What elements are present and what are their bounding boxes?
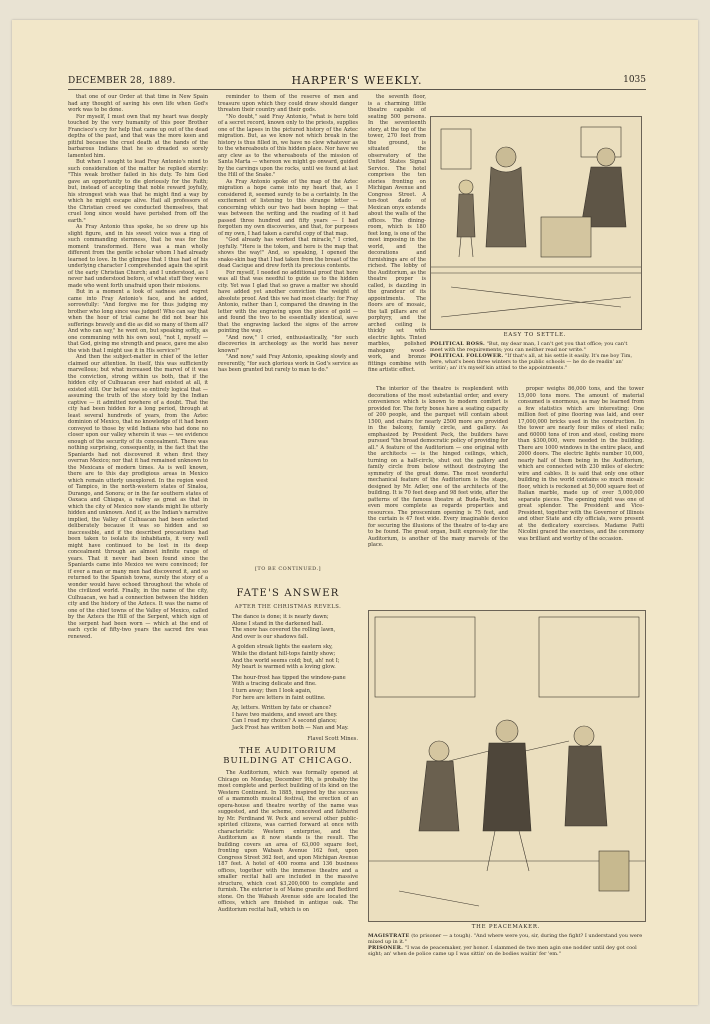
caption-dialogue: [430, 341, 640, 371]
poem-line: While the distant hill-tops faintly show;: [232, 650, 336, 657]
poem-line: The dance is done; it is nearly dawn;: [232, 614, 329, 620]
poem-line: And over is our shadows fall.: [232, 633, 309, 640]
article-column-3: [368, 386, 508, 604]
page-header: [68, 74, 646, 88]
story-paragraph: As Fray Antonio thus spoke, he so drew up his slight figure, and in his sweet voice was a ring of such commanding sternness, that he was for the moment transformed. Here was a man wholly different from the gentle scholar whom I had already learned to love. In the glimpse that I thus had of his underlying character I comprehended again the spirit of the early Christian Church; and I understood, as I never had understood before, of what stuff they were made who went forth unafraid upon their missions.: [68, 224, 208, 289]
story-paragraph: reminder to them of the reserve of men and treasure upon which they could draw should danger threaten their country and their gods.: [218, 94, 358, 113]
story-paragraph: As Fray Antonio spoke of the map of the Aztec migration a hope came into my heart that, as I considered it, seemed surely to be a certainty. In the excitement of listening to this strange letter — concerning which our two had been hoping — that was between the writing and the reading of it had passed three hundred and fifty years — I had forgotten my own discoveries, and that, for purposes of my own, I had taken a careful copy of that map.: [218, 178, 358, 237]
caption-title: THE PEACEMAKER.: [471, 924, 541, 930]
story-paragraph: But when I sought to lead Fray Antonio's mind to such consideration of the matter he replied sternly: "This weak brother failed in his duty. To him God gave an opportunity to die gloriously for the Faith; but, instead of accepting that noble reward joyfully, his strongest wish was that he might find a way by which he might escape alive. Hail all professors of the Christian creed we conducted themselves, that cruel long since would have perished from off the earth.": [68, 159, 208, 224]
poem-line: The snow has covered the rolling lawn,: [232, 627, 336, 634]
poem-line: I turn away; then I look again,: [232, 687, 312, 694]
poem-line: And the world seems cold; but, ah! not I;: [232, 657, 340, 664]
to-be-continued: [TO BE CONTINUED.]: [254, 566, 322, 572]
caption-speaker: PRISONER.: [368, 945, 404, 951]
story-paragraph: "And now," I cried, enthusiastically, "for such discoveries in archeology as the world has never known!": [218, 334, 358, 354]
story-paragraph: And then the subject-matter in chief of the letter claimed our attention. In itself, this was sufficiently marvellous; but what increased the marvel of it was the conviction, strong within us both, that if the hidden city of Culhuacan ever had existed at all, it existed still. Our belief was so entirely logical that — assuming the truth of the story told by the Indian captive — it admitted nowhere of a doubt. That the city had been hidden for a long period, through at least several hundreds of years, from the Aztec dominion of Mexico, that no knowledge of it had been conveyed to those by wild Indians who had done no closer upon our valley wherein it was — we evidence enough of the security of its concealment. There was nothing surprising, consequently, in the fact that the Spaniards had not discovered it when first they overran Mexico; nor that it had remained unknown to the Mexicans of modern times. As is well known, there are to this day prodigious areas in Mexico which remain utterly unexplored. In the region west of Tampico, in the north-western states of Sinaloa, Durango, and Sonora; or in the far southern states of Oaxaca and Chiapas, a valley as great as that in which the city of Mexico now stands might lie utterly hidden and unknown. And if, as the Indian's narrative implied, the Valley of Culhuacan had been selected deliberately because it was so hidden and so inaccessible, and if the described precautions had been taken to isolate its inhabitants, it very well might have continued to be lost in its deep concealment through an almost infinite range of years. That it never had been found since the Spaniards came into Mexico we were convinced; for if ever a man or many men had discovered it, and so returned to the Spanish towns, surely the story of a wonder would have echoed throughout the whole of the civilized world. Finally, in the name of the city, Culhuacan, we had a connection between the hidden city and the history of the Aztecs. It was the name of one of the chief towns of the Valley of Mexico, called by the Aztecs the Hill of the Serpent, which sign of the serpent had been worn — which at the end of each cycle of fifty-two years the sacred fire was renewed.: [68, 354, 208, 640]
cartoon-the-peacemaker: [368, 610, 646, 922]
poem-line: Ay, letters. Written by fate or chance?: [232, 705, 332, 712]
poem-line: Alone I stand in the darkened hall.: [232, 620, 324, 627]
masthead-title: HARPER'S WEEKLY.: [291, 74, 423, 87]
poem-line: Can I read my choice? A second glance;: [232, 718, 337, 725]
poem-body: [232, 614, 358, 742]
cartoon-easy-to-settle: [430, 116, 642, 330]
cartoon-drawing: [369, 611, 645, 921]
cartoon-drawing: [431, 117, 641, 329]
caption-speaker: POLITICAL BOSS.: [430, 341, 485, 347]
caption-text: (to prisoner — a tough). "And where were you, sir, during the fight? I understand you were mixed up in it.": [368, 933, 643, 945]
poem-line: My heart is warmed with a loving glow.: [232, 664, 336, 671]
poem-line: A golden streak lights the eastern sky,: [232, 644, 333, 651]
story-paragraph: "No doubt," said Fray Antonio, "what is here told of a secret record, known only to the priests, supplies one of the lapses in the pictured history of the Aztec migration. But, as we know not which break in the history is thus filled in, we have no clew whatever as to the whereabouts of this hidden place. Nor have we any clew as to the whereabouts of the mission of Santa Marta — whereon we might go onward, guided by the carvings upon the rocks, until we found at last the Hill of the Snake.": [218, 113, 358, 178]
caption-text: "But, my dear man, I can't get you that office; you can't meet with the requirements; you can neither read nor write.": [430, 341, 628, 353]
poem-stanza: [232, 705, 358, 731]
poem-line: Jack Frost has written both — Nan and May.: [232, 724, 349, 731]
poem-signature: Flavel Scott Mines.: [307, 735, 358, 742]
story-paragraph: But in a moment a look of sadness and regret came into Fray Antonio's face, and he added, sorrowfully: "And forgive me for thus judging my brother who long since was judged! Who can say that when the hour of trial came he did not bear his sufferings bravely and die as did so many of them all? And who can say," he went on, but speaking softly, as one communing with his own soul, "not I, myself — that God, giving me strength and peace, gave me also the wish that I might use it in His service?": [68, 289, 208, 354]
poem-line: With a tracing delicate and fine.: [232, 681, 317, 688]
caption-text: "If that's all, at his settle it easily. It's me boy Tim, here, what's been three winters to the public schools — he do de readin' an' writin'; an' it's myself kin attind to the appointments.": [430, 353, 633, 371]
poem-line: I have two maidens, and sweet are they.: [232, 711, 338, 718]
caption-text: "I was de peacemaker, yer honor. I slammed de two men agin one nodder until dey got cool sight; an' when de police came up I was sittin' on de bodies waitin' fer 'em.": [368, 945, 637, 957]
story-paragraph: For myself, I needed no additional proof that here was all that was needful to guide us to the hidden city. Yet was I glad that so grave a matter we should have added yet another conviction the weight of absolute proof. And this we had most clearly: for Fray Antonio, rather than I, compared the drawing in the letter with the engraving upon the piece of gold — and found the two to be essentially identical, save that the engraving lacked the signs of the arrow pointing the way.: [218, 269, 358, 334]
story-column-1: [68, 94, 208, 984]
story-column-2: [218, 94, 358, 564]
poem-title: FATE'S ANSWER: [236, 588, 340, 599]
poem-line: The hour-frost has tipped the window-pane: [232, 674, 346, 681]
poem-stanza: [232, 644, 358, 670]
article-title: THE AUDITORIUM BUILDING AT CHICAGO.: [223, 746, 353, 766]
header-rule: [68, 89, 646, 90]
caption-speaker: MAGISTRATE: [368, 933, 410, 939]
story-paragraph: "And now," said Fray Antonio, speaking slowly and reverently, "for such glorious work in God's service as has been granted but rarely to man to do.": [218, 354, 358, 373]
poem-stanza: [232, 614, 358, 640]
poem-subtitle: AFTER THE CHRISTMAS REVELS.: [234, 604, 342, 610]
caption-title: EASY TO SETTLE.: [503, 332, 567, 338]
page-number: 1035: [623, 75, 646, 85]
story-paragraph: For myself, I must own that my heart was deeply touched by the very humanity of this poor Brother Francisco's cry for help that came up out of the dead depths of the past, and that was the more keen and pitiful because the cruel death at the hands of the barbarous Indians that he so dreaded so sorely lamented him.: [68, 113, 208, 159]
story-paragraph: that one of our Order at that time in New Spain had any thought of saving his own life when God's work was to be done.: [68, 94, 208, 113]
article-paragraph: proper weighs 86,000 tons, and the tower 15,000 tons more. The amount of material consumed is enormous, as may be learned from a few statistics which are interesting: One million feet of pine flooring was laid, and over 17,000,000 bricks used in the construction. In the tower are nearly four miles of steel rails; and 60000 tons of iron and steel, costing more than $300,000, were needed in the building. There are 1000 windows in the entire place, and 2000 doors. The electric lights number 10,000, nearly half of them being in the Auditorium, which are connected with 230 miles of electric wire and cables. It is said that only one other building in the world contains so much mosaic floor, which is reckoned at 50,000 square feet of Italian marble, made up of over 5,000,000 separate pieces. The opening night was one of great splendor. The President and Vice-President, together with the Governor of Illinois and other State and city officials, were present at the dedicatory exercises. Madame Patti Nicolini graced the exercises, and the ceremony was brilliant and worthy of the occasion.: [518, 386, 644, 542]
article-column-4: [518, 386, 644, 604]
article-paragraph: The interior of the theatre is resplendent with decorations of the most substantial order, and every convenience which is known to modern comfort is provided for. The forty boxes have a seating capacity of 200 people, and the parquet will contain about 1500, and chairs for nearly 2500 more are provided in the balcony, family circle, and gallery. As emphasized by President Peck, the builders have pursued "the broad democratic policy of providing for all." A feature of the Auditorium — one original with the architects — is the hinged ceilings, which, turning on a half-circle, shut out the gallery and family circle from below without destroying the symmetry of the great dome. The most wonderful mechanical feature of the Auditorium is the stage, designed by Mr. Adler, one of the architects of the building. It is 70 feet deep and 98 feet wide, after the patterns of the famous theatre at Buda-Pesth, but even more complete as regards properties and resources. The proscenium opening is 75 feet, and the curtain is 47 feet wide. Every imaginable device for securing the illusions of the theatre of to-day are to be found. The great organ, built expressly for the Auditorium, is another of the many marvels of the place.: [368, 386, 508, 548]
caption-speaker: POLITICAL FOLLOWER.: [430, 353, 504, 359]
story-paragraph: "God already has worked that miracle," I cried, joyfully. "Here is the token, and here is the map that shows the way!" And, so speaking, I opened the snake-skin bag that I had taken from the breast of the dead Cacique and drew forth its precious contents.: [218, 237, 358, 269]
article-paragraph: the seventh floor, is a charming little theatre capable of seating 500 persons. In the seventeenth story, at the top of the tower, 270 feet from the ground, is situated the observatory of the United States Signal Service. The hotel comprises the ten stories fronting on Michigan Avenue and Congress Street. A ten-foot dado of Mexican onyx extends about the walls of the offices. The dining-room, which is 180 feet long, is one of the most imposing in the world, and the decorations and furnishings are of the richest. The lobby of the Auditorium, as the theatre proper is called, is dazzling in the grandeur of its appointments. The floors are of mosaic, the tall pillars are of porphyry, and the arched ceiling is thickly set with electric lights. Tinted marbles, polished mahogany wood-work, and bronze fittings combine with fine artistic effect.: [368, 94, 426, 373]
article-column-2: [368, 94, 426, 374]
poem-stanza: [232, 675, 358, 701]
article-column-1: [218, 770, 358, 985]
poem-line: For here are letters in faint outline.: [232, 694, 326, 701]
caption-dialogue: [368, 933, 644, 957]
issue-date: DECEMBER 28, 1889.: [68, 76, 176, 86]
article-paragraph: The Auditorium, which was formally opened at Chicago on Monday, December 9th, is probably the most complete and perfect building of its kind on the Western Continent. In 1885, inspired by the success of a mammoth musical festival, the erection of an opera-house and theatre worthy of the name was suggested, and the scheme, conceived and fathered by Mr. Ferdinand W. Peck and several other public-spirited citizens, was carried forward at once with characteristic Western enterprise, and the Auditorium as it now stands is the result. The building covers an area of 63,000 square feet, fronting upon Wabash Avenue 162 feet, upon Congress Street 362 feet, and upon Michigan Avenue 187 feet. A hotel of 400 rooms and 136 business offices, together with the immense theatre and a smaller recital hall are included in the massive structure, which cost $3,200,000 to complete and furnish. The exterior is of Maine granite and Bedford stone. On the Wabash Avenue side are located the offices, which are finished in antique oak. The Auditorium recital hall, which is on: [218, 770, 358, 913]
